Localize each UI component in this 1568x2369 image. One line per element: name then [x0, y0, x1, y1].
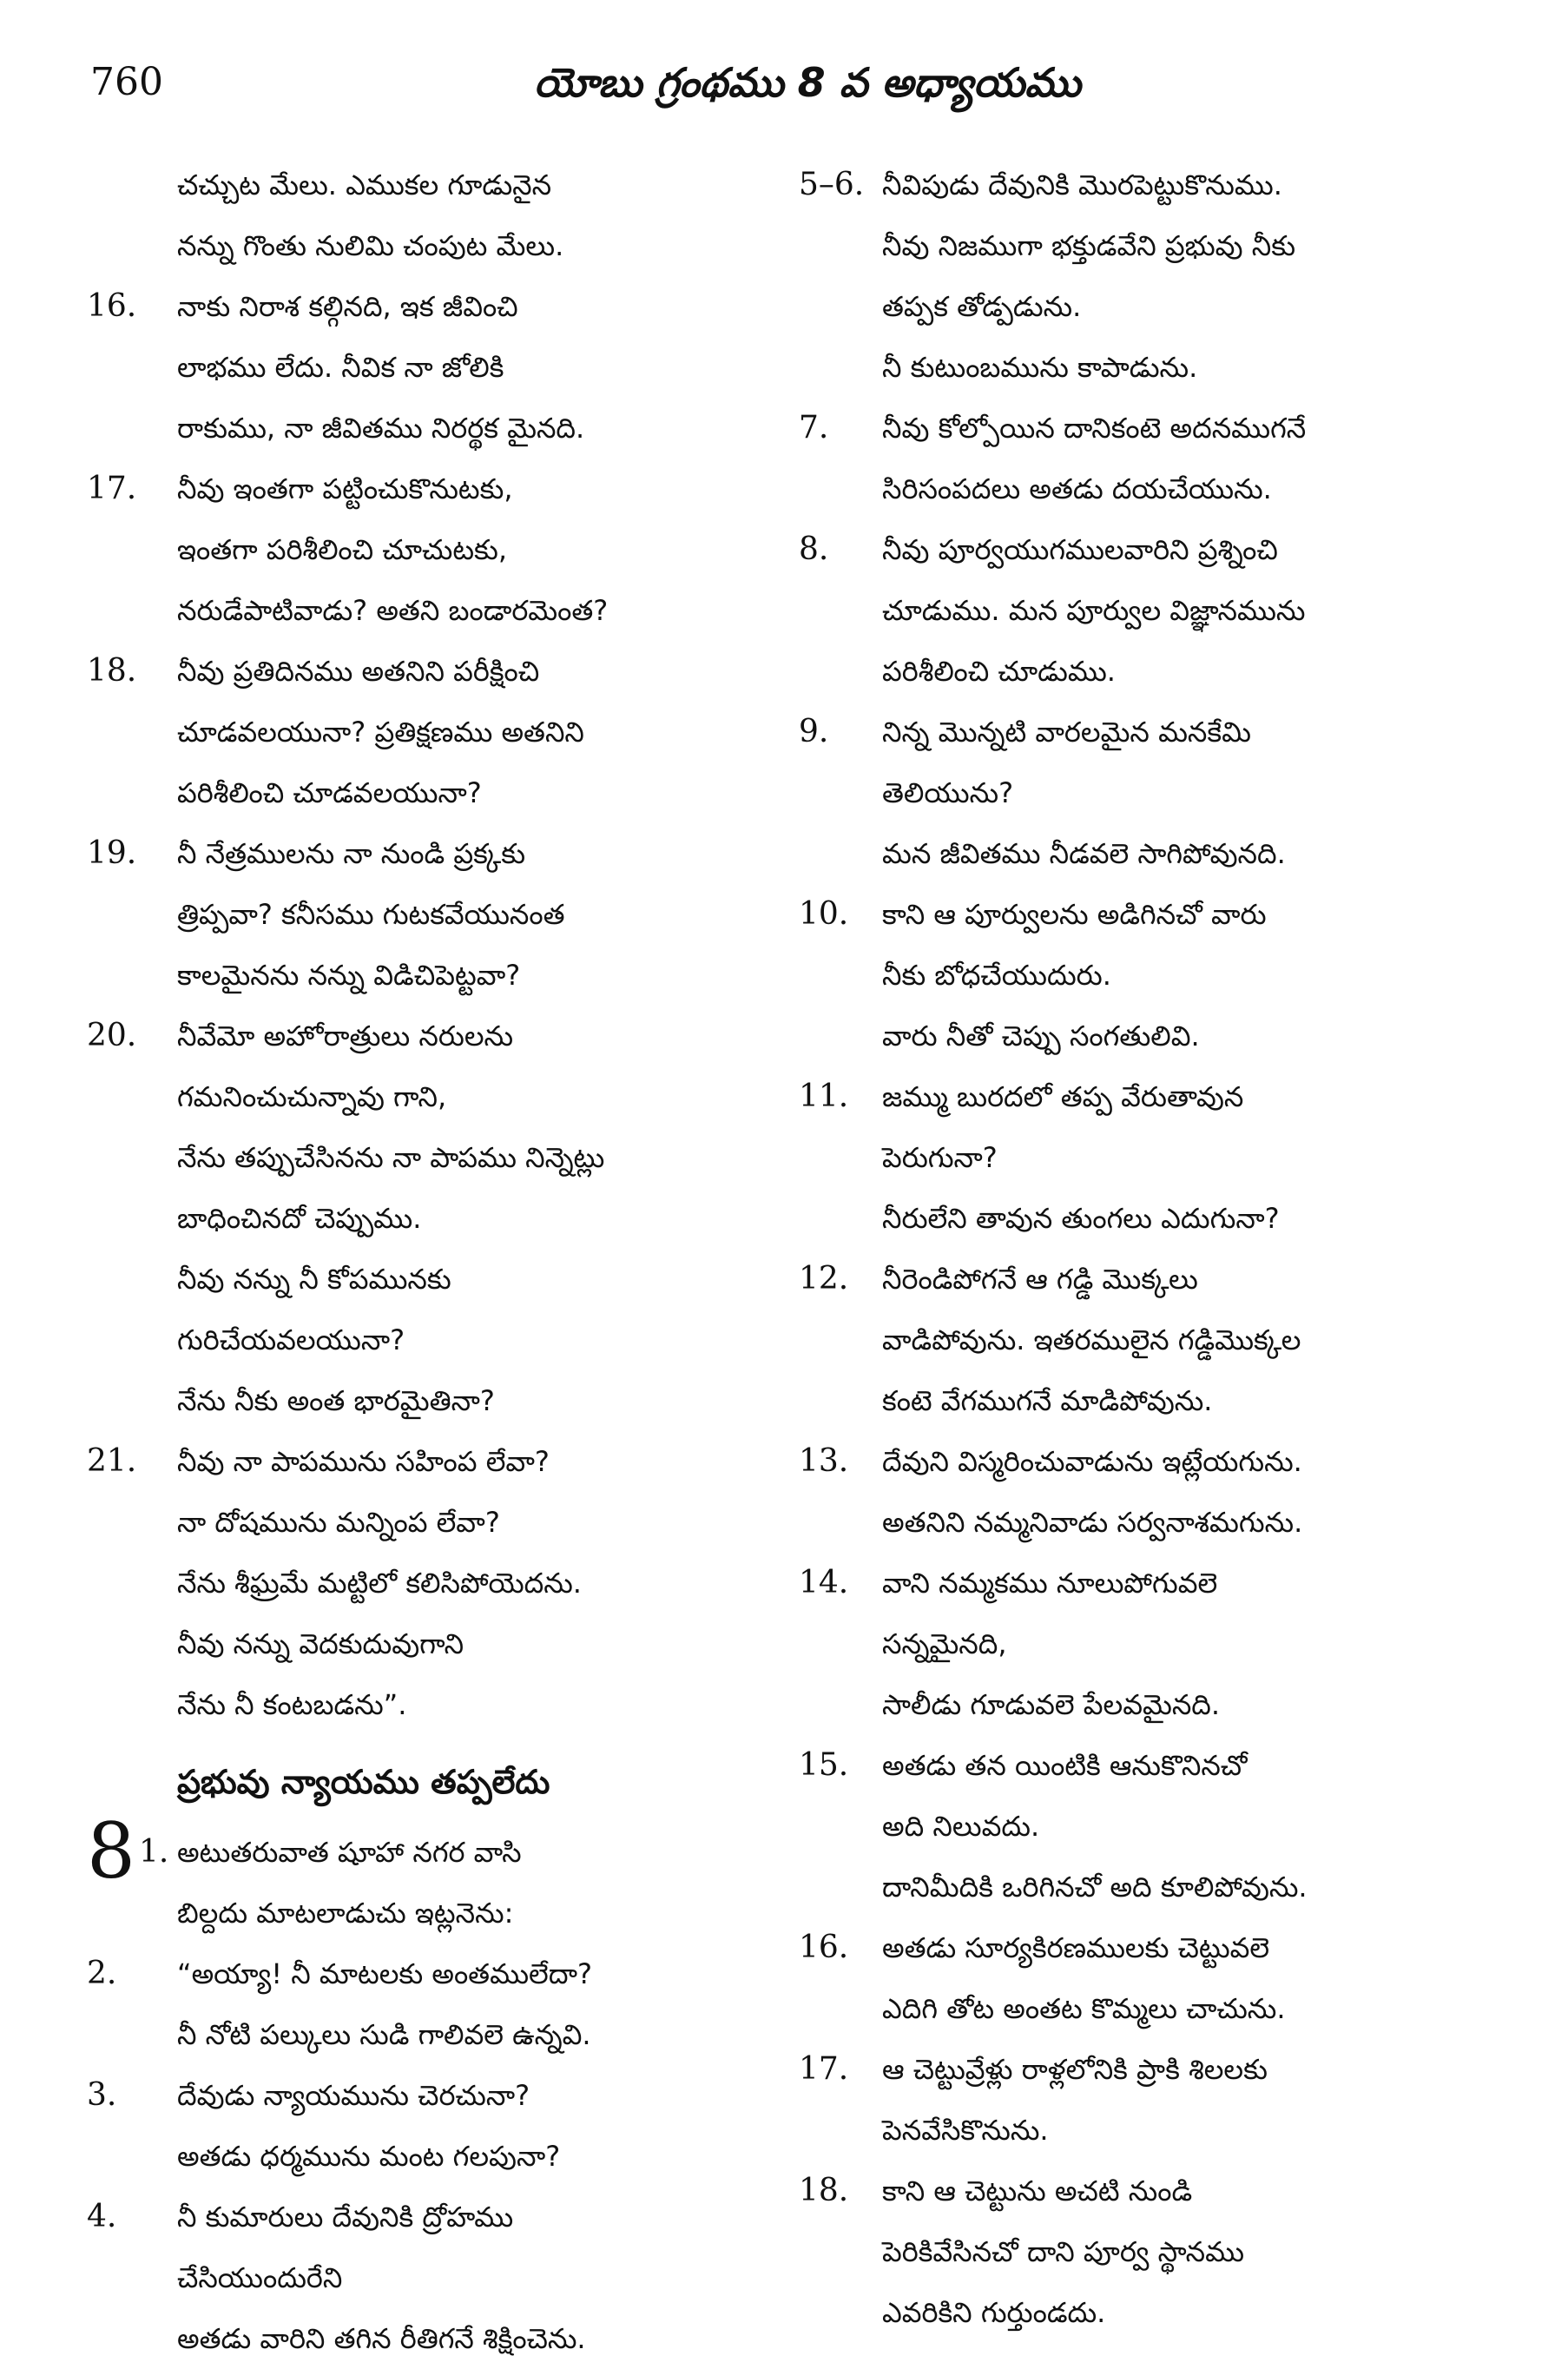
verse [799, 398, 1485, 519]
verse-number: 13. [799, 1443, 849, 1479]
verse-text [882, 1735, 1485, 1917]
page-number: 760 [90, 60, 163, 104]
verse [87, 641, 773, 823]
verse [87, 276, 773, 459]
verse-line: అటుతరువాత షూహా నగర వాసి [177, 1836, 522, 1869]
verse-line: నీ కుమారులు దేవునికి ద్రోహము [177, 2201, 514, 2234]
verse-line: “అయ్యా! నీ మాటలకు అంతములేదా? [177, 1957, 592, 1990]
verse-line: కాని ఆ చెట్టును అచటి నుండి [882, 2174, 1193, 2207]
verse-number: 10. [799, 896, 849, 932]
verse-line: ఇంతగా పరిశీలించి చూచుటకు, [177, 533, 507, 566]
verse [799, 2161, 1485, 2343]
verse-line: దానిమీదికి ఒరిగినచో అది కూలిపోవును. [882, 1871, 1308, 1904]
verse [87, 459, 773, 641]
chapter-number: 8 [87, 1806, 135, 1896]
verse-line: ఎదిగి తోట అంతట కొమ్మలు చాచును. [882, 1992, 1286, 2025]
verse-line: ఆ చెట్టువ్రేళ్లు రాళ్లలోనికి ప్రాకి శిలలకు [882, 2053, 1268, 2086]
verse-text [882, 519, 1485, 702]
verse-line: నీవు పూర్వయుగములవారిని ప్రశ్నించి [882, 533, 1278, 566]
verse [799, 1917, 1485, 2039]
verse-line: సిరిసంపదలు అతడు దయచేయును. [882, 472, 1272, 505]
verse-line: బిల్దదు మాటలాడుచు ఇట్లనెను: [177, 1897, 514, 1930]
verse [799, 1735, 1485, 1917]
verse-line: నేను తప్పుచేసినను నా పాపము నిన్నెట్లు [177, 1141, 605, 1174]
verse [799, 1553, 1485, 1735]
verse-text [882, 702, 1485, 884]
verse-text [177, 459, 773, 641]
verse-number: 19. [87, 835, 137, 871]
verse-number: 20. [87, 1018, 137, 1053]
verse-line: నీవేమో అహోరాత్రులు నరులను [177, 1020, 514, 1053]
verse [87, 1006, 773, 1431]
verse-line: అది నిలువదు. [882, 1810, 1040, 1843]
verse [799, 884, 1485, 1066]
verse-line: చచ్చుట మేలు. ఎముకల గూడునైన [177, 168, 552, 201]
verse-text [177, 1431, 773, 1735]
verse-line: నాకు నిరాశ కల్గినది, ఇక జీవించి [177, 290, 518, 323]
verse-number: 4. [87, 2199, 117, 2234]
running-head-title: యోబు గ్రంథము 8 వ అధ్యాయము [534, 59, 1081, 106]
verse-number: 14. [799, 1565, 849, 1600]
verse [87, 1431, 773, 1735]
verse-line: వాడిపోవును. ఇతరములైన గడ్డిమొక్కల [882, 1323, 1301, 1356]
verse-line: నీవు కోల్పోయిన దానికంటె అదనముగనే [882, 412, 1307, 445]
verse-text [882, 1249, 1485, 1431]
verse-text [882, 398, 1485, 519]
verse-line: జమ్ము బురదలో తప్ప వేరుతావున [882, 1080, 1244, 1113]
verse-text [882, 1917, 1485, 2039]
verse-line: మన జీవితము నీడవలె సాగిపోవునది. [882, 837, 1286, 870]
verse-number: 1. [139, 1834, 169, 1870]
verse [87, 823, 773, 1006]
verse-text [882, 1431, 1485, 1553]
verse-line: నీవు ప్రతిదినము అతనిని పరీక్షించి [177, 655, 540, 688]
verse [799, 1431, 1485, 1553]
verse-line: పెనవేసికొనును. [882, 2114, 1049, 2147]
verse-text [177, 641, 773, 823]
verse-number: 17. [87, 471, 137, 506]
verse-line: అతడు తన యింటికి ఆనుకొనినచో [882, 1749, 1248, 1782]
verse-line: పరిశీలించి చూడుము. [882, 655, 1116, 688]
verse-text [882, 155, 1485, 398]
verse-line: అతడు సూర్యకిరణములకు చెట్టువలె [882, 1931, 1270, 1964]
verse-number: 15. [799, 1747, 849, 1783]
verse-line: నా దోషమును మన్నింప లేవా? [177, 1506, 500, 1539]
verse-number: 2. [87, 1956, 117, 1991]
verse-line: తెలియును? [882, 776, 1014, 809]
verse-text [882, 2039, 1485, 2161]
verse-text [177, 1943, 773, 2065]
verse [799, 1249, 1485, 1431]
verse-line: కాని ఆ పూర్వులను అడిగినచో వారు [882, 898, 1267, 931]
verse-line: నీ కుటుంబమును కాపాడును. [882, 351, 1198, 384]
verse-line: అతనిని నమ్మనివాడు సర్వనాశమగును. [882, 1506, 1303, 1539]
verse-number: 9. [799, 714, 829, 749]
verse-line: లాభము లేదు. నీవిక నా జోలికి [177, 351, 504, 384]
verse-number: 17. [799, 2051, 849, 2087]
verse-line: పెరుగునా? [882, 1141, 998, 1174]
verse-line: నీకు బోధచేయుదురు. [882, 959, 1111, 992]
verse-text [177, 2065, 773, 2187]
verse-text [177, 2187, 773, 2369]
verse-line: నిన్న మొన్నటి వారలమైన మనకేమి [882, 716, 1251, 749]
verse [87, 2187, 773, 2369]
verse-line: నీవు నన్ను వెదకుదువుగాని [177, 1627, 464, 1660]
verse [799, 2039, 1485, 2161]
verse-number: 8. [799, 531, 829, 567]
verse-line: దేవుని విస్మరించువాడును ఇట్లేయగును. [882, 1445, 1302, 1478]
verse-number: 21. [87, 1443, 137, 1479]
verse-line: వాని నమ్మకము నూలుపోగువలె [882, 1567, 1218, 1600]
section-heading: ప్రభువు న్యాయము తప్పలేదు [177, 1763, 550, 1801]
verse-number: 11. [799, 1079, 849, 1114]
verse-line: నీవిపుడు దేవునికి మొరపెట్టుకొనుము. [882, 168, 1282, 201]
continued-verse-text [87, 155, 773, 276]
verse-text [882, 2161, 1485, 2343]
verse [799, 702, 1485, 884]
verse [799, 155, 1485, 398]
verse-line: నేను నీకు అంత భారమైతినా? [177, 1384, 495, 1417]
verse [87, 2065, 773, 2187]
chapter-start [87, 1806, 773, 1943]
verse-number: 16. [87, 288, 137, 324]
verse-line: నన్ను గొంతు నులిమి చంపుట మేలు. [177, 229, 564, 262]
verse-line: నేను శీఘ్రమే మట్టిలో కలిసిపోయెదను. [177, 1567, 582, 1600]
verse-line: చేసియుందురేని [177, 2261, 343, 2294]
verse-line: పెరికివేసినచో దాని పూర్వ స్థానము [882, 2235, 1245, 2268]
verse-line: నీవు నన్ను నీ కోపమునకు [177, 1263, 451, 1296]
verse-text [177, 823, 773, 1006]
verse-line: తప్పక తోడ్పడును. [882, 290, 1082, 323]
verse-number: 18. [87, 653, 137, 689]
verse-line: అతడు ధర్మమును మంట గలపునా? [177, 2140, 561, 2173]
verse-line: సాలీడు గూడువలె పేలవమైనది. [882, 1688, 1221, 1721]
right-text-column [799, 155, 1485, 2343]
verse-text [177, 1813, 773, 1943]
verse-line: నీ నోటి పల్కులు సుడి గాలివలె ఉన్నవి. [177, 2018, 591, 2051]
verse-line: వారు నీతో చెప్పు సంగతులివి. [882, 1020, 1200, 1053]
verse-text [882, 884, 1485, 1066]
verse-line: నరుడేపాటివాడు? అతని బండారమెంత? [177, 594, 609, 627]
verse-line: బాధించినదో చెప్పుము. [177, 1202, 422, 1235]
verse-number: 16. [799, 1930, 849, 1965]
left-text-column [87, 155, 773, 2369]
verse-number: 7. [799, 410, 829, 445]
verse-number: 12. [799, 1261, 849, 1297]
verse-line: కాలమైనను నన్ను విడిచిపెట్టవా? [177, 959, 521, 992]
verse [799, 519, 1485, 702]
verse-line: త్రిప్పవా? కనీసము గుటకవేయునంత [177, 898, 565, 931]
verse-line: గమనించుచున్నావు గాని, [177, 1080, 447, 1113]
verse-number: 3. [87, 2077, 117, 2113]
verse-line: కంటె వేగముగనే మాడిపోవును. [882, 1384, 1213, 1417]
verse-line: నీవు నిజముగా భక్తుడవేని ప్రభువు నీకు [882, 229, 1296, 262]
verse-text [882, 1553, 1485, 1735]
verse-line: చూడుము. మన పూర్వుల విజ్ఞానమును [882, 594, 1306, 627]
verse-line: నేను నీ కంటబడను”. [177, 1688, 407, 1721]
verse-line: గురిచేయవలయునా? [177, 1323, 405, 1356]
verse-line: అతడు వారిని తగిన రీతిగనే శిక్షించెను. [177, 2322, 586, 2355]
verse-line: నీవు ఇంతగా పట్టించుకొనుటకు, [177, 472, 513, 505]
verse-text [177, 276, 773, 459]
verse-number: 5–6. [799, 167, 865, 202]
verse-text [177, 1006, 773, 1431]
verse-line: దేవుడు న్యాయమును చెరచునా? [177, 2079, 530, 2112]
verse-line: పరిశీలించి చూడవలయునా? [177, 776, 482, 809]
verse-line: చూడవలయునా? ప్రతిక్షణము అతనిని [177, 716, 584, 749]
verse-number: 18. [799, 2173, 849, 2208]
verse-line: నీవు నా పాపమును సహింప లేవా? [177, 1445, 550, 1478]
verse [87, 1943, 773, 2065]
verse-text [882, 1066, 1485, 1249]
verse-line: ఎవరికిని గుర్తుండదు. [882, 2296, 1106, 2329]
verse-line: నీరులేని తావున తుంగలు ఎదుగునా? [882, 1202, 1280, 1235]
verse-line: రాకుము, నా జీవితము నిరర్థక మైనది. [177, 412, 585, 445]
verse [799, 1066, 1485, 1249]
verse-line: నీరెండిపోగనే ఆ గడ్డి మొక్కలు [882, 1263, 1198, 1296]
verse-line: సన్నమైనది, [882, 1627, 1007, 1660]
verse-line: నీ నేత్రములను నా నుండి ప్రక్కకు [177, 837, 526, 870]
